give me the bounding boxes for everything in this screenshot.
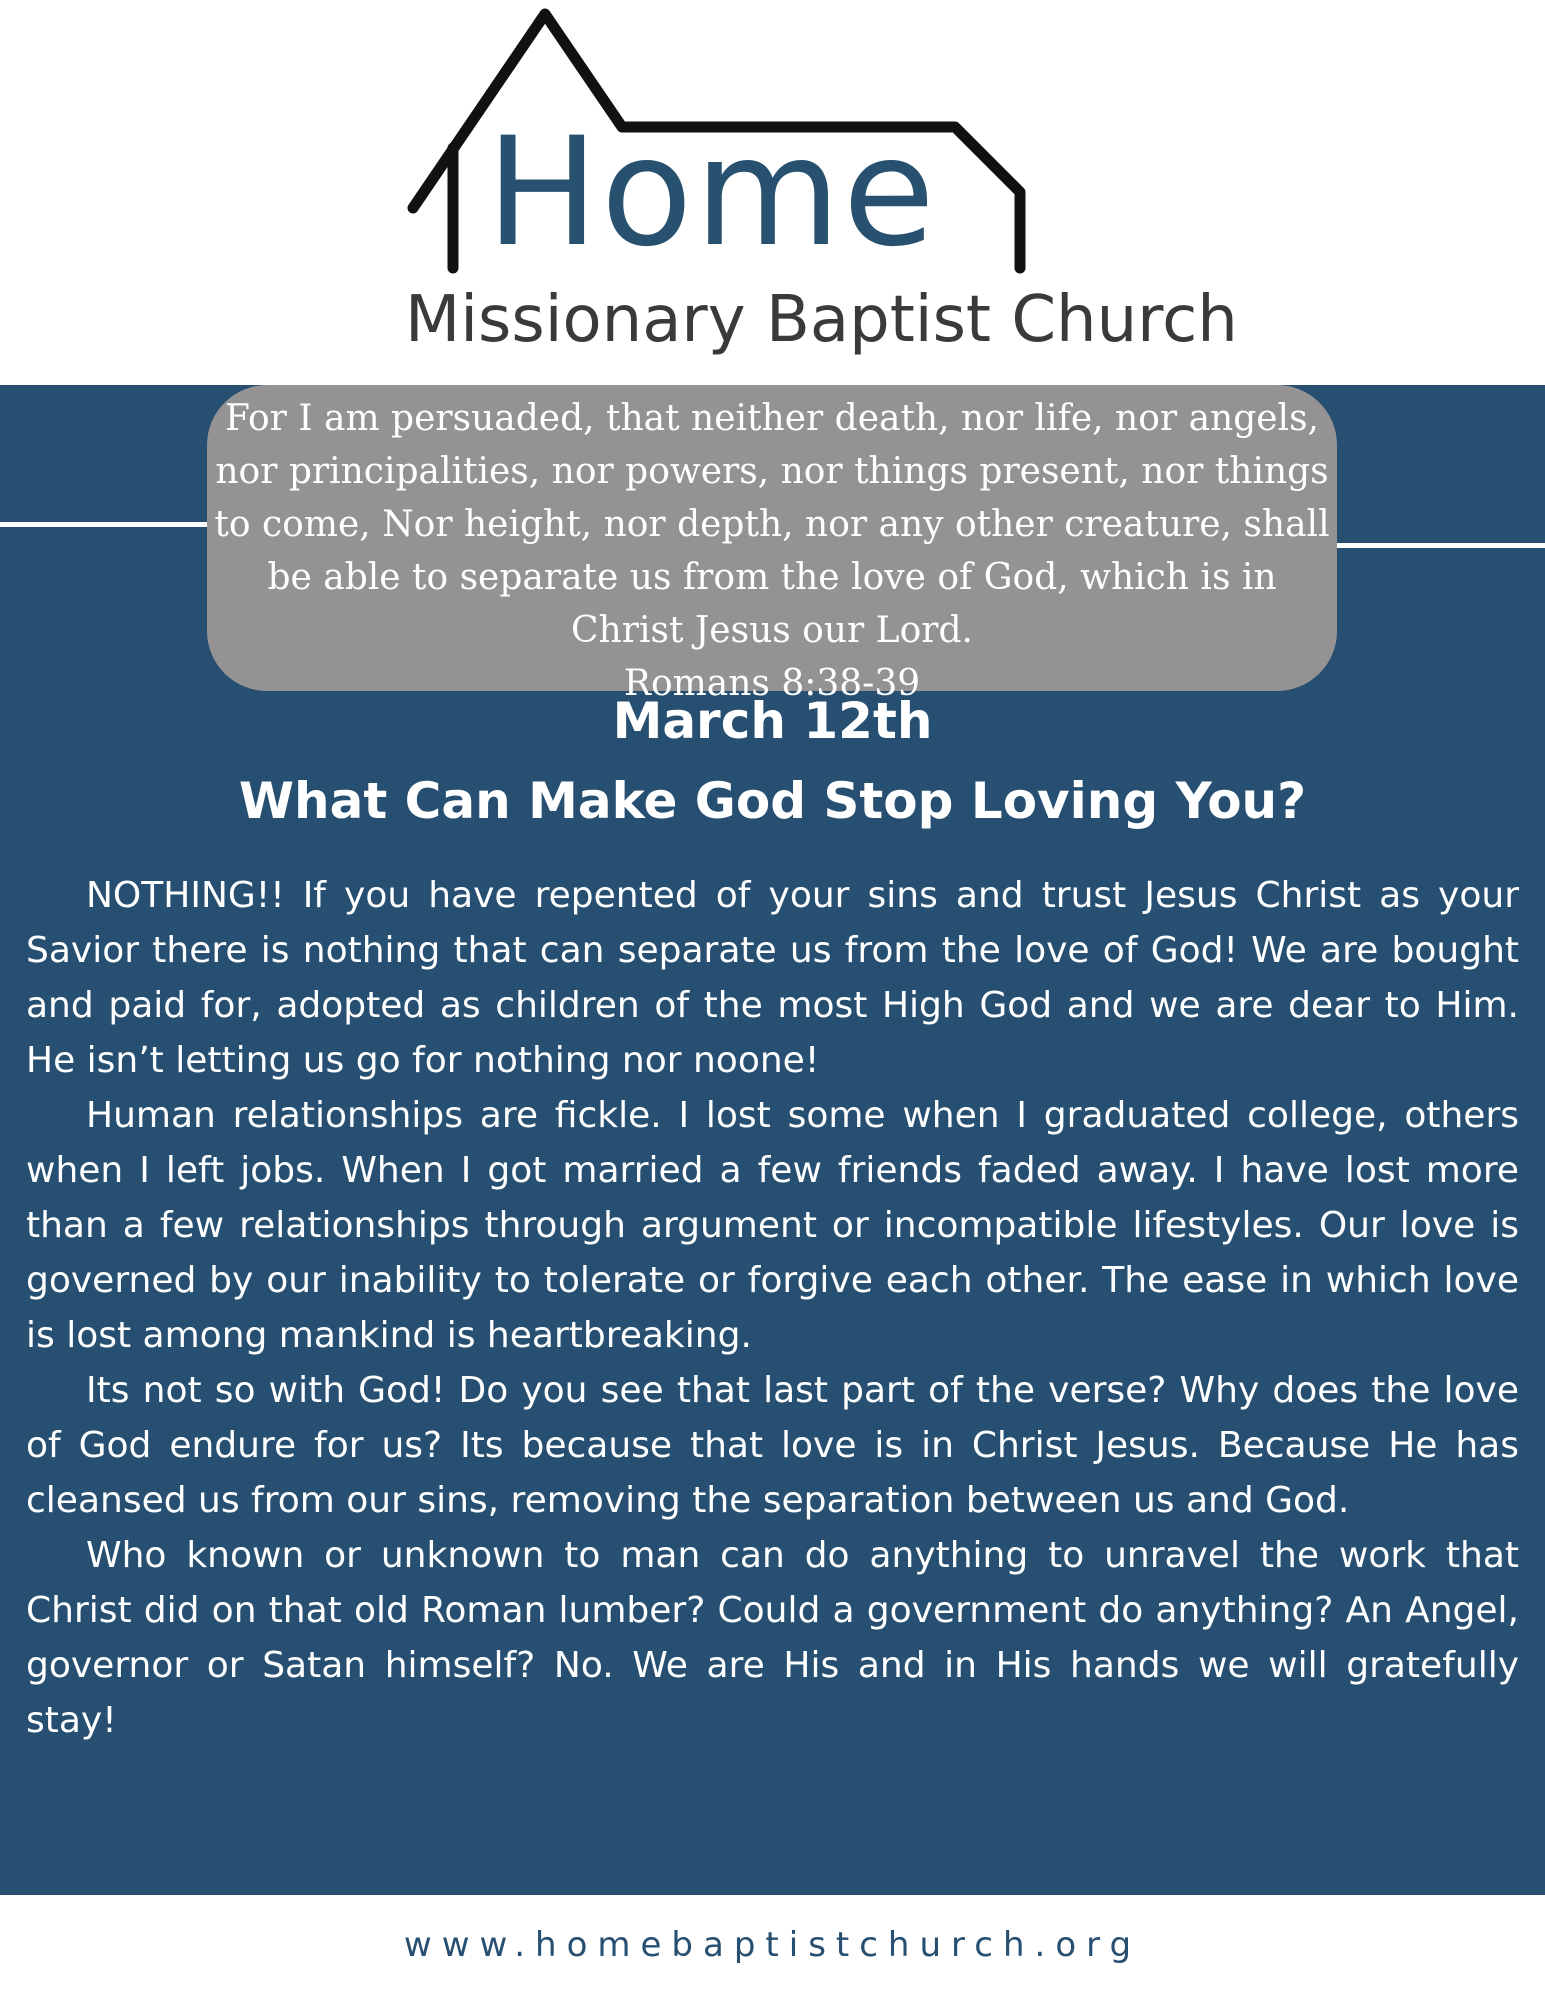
- website-link[interactable]: www.homebaptistchurch.org: [403, 1925, 1142, 1965]
- divider-left: [0, 522, 210, 527]
- divider-right: [1335, 543, 1545, 548]
- paragraph: Who known or unknown to man can do anything to unravel the work that Christ did on that old Roman lumber? Could a government do anything? An Angel, governor or Satan himself? No. We are His and in His hands we will gratefully stay!: [26, 1535, 1519, 1741]
- verse-reference: Romans 8:38-39: [623, 663, 921, 704]
- logo-home-text: Home: [486, 106, 937, 280]
- devotional-body: [26, 868, 1519, 1748]
- paragraph: NOTHING!! If you have repented of your sins and trust Jesus Christ as your Savior there is nothing that can separate us from the love of God! We are bought and paid for, adopted as children of the most High God and we are dear to Him. He isn’t letting us go for nothing nor noone!: [26, 875, 1519, 1081]
- verse-quote: [207, 392, 1337, 710]
- devotional-title: What Can Make God Stop Loving You?: [238, 772, 1307, 830]
- header: [0, 0, 1545, 385]
- devotional-date: March 12th: [612, 692, 933, 750]
- paragraph: Its not so with God! Do you see that last part of the verse? Why does the love of God endure for us? Its because that love is in Christ Jesus. Because He has cleansed us from our sins, removing the separation between us and God.: [26, 1370, 1519, 1521]
- logo-subtitle: Missionary Baptist Church: [405, 283, 1238, 357]
- verse-text: For I am persuaded, that neither death, nor life, nor angels, nor principalities, nor powers, nor things present, nor things to come, Nor height, nor depth, nor any other creature, shall be able to separate us from the love of God, which is in Christ Jesus our Lord.: [214, 398, 1330, 651]
- paragraph: Human relationships are fickle. I lost some when I graduated college, others when I left jobs. When I got married a few friends faded away. I have lost more than a few relationships through argument or incompatible lifestyles. Our love is governed by our inability to tolerate or forgive each other. The ease in which love is lost among mankind is heartbreaking.: [26, 1095, 1519, 1356]
